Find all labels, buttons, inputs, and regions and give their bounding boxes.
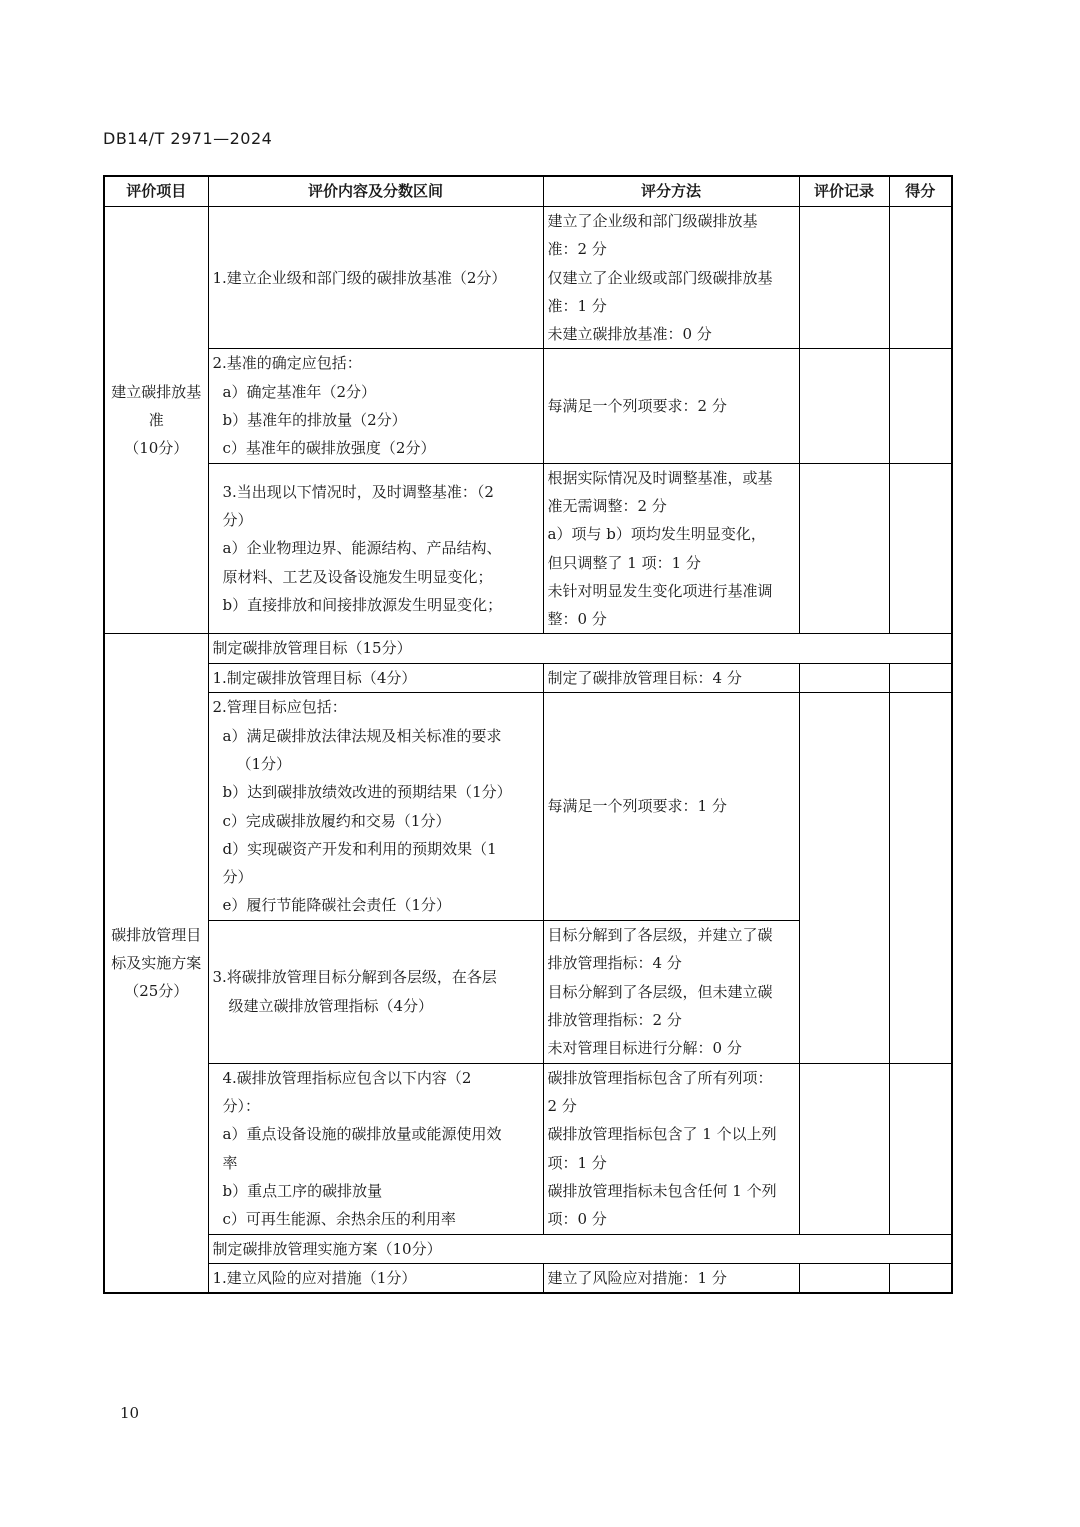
category-line: （10分） — [124, 439, 189, 458]
content-line: 1.建立风险的应对措施（1分） — [212, 1268, 417, 1287]
content-line: b）基准年的排放量（2分） — [222, 411, 407, 430]
method-line: 未对管理目标进行分解：0 分 — [547, 1039, 742, 1058]
content-line: a）重点设备设施的碳排放量或能源使用效 — [222, 1125, 502, 1144]
section-header: 制定碳排放管理实施方案（10分） — [208, 1234, 952, 1263]
method-line: 建立了企业级和部门级碳排放基 — [547, 212, 758, 230]
content-cell — [208, 921, 543, 1063]
method-line: 排放管理指标：4 分 — [547, 954, 682, 973]
method-line: 每满足一个列项要求：1 分 — [547, 797, 727, 816]
content-line: 分） — [222, 868, 253, 887]
content-line: 原材料、工艺及设备设施发生明显变化； — [222, 567, 493, 586]
category-line: 准 — [148, 411, 164, 430]
content-cell — [208, 1263, 543, 1293]
column-header-content: 评价内容及分数区间 — [208, 176, 543, 207]
record-cell — [799, 663, 889, 692]
table-row — [104, 207, 952, 349]
evaluation-table — [103, 175, 953, 1294]
content-line: 4.碳排放管理指标应包含以下内容（2 — [222, 1068, 472, 1087]
content-cell — [208, 1063, 543, 1234]
content-line: 1.建立企业级和部门级的碳排放基准（2分） — [212, 268, 507, 287]
table-row — [104, 634, 952, 663]
table-row — [104, 1063, 952, 1234]
method-line: 排放管理指标：2 分 — [547, 1010, 682, 1029]
method-cell — [543, 1063, 799, 1234]
method-cell — [543, 663, 799, 692]
method-line: 每满足一个列项要求：2 分 — [547, 396, 727, 415]
content-line: 2.管理目标应包括： — [212, 698, 347, 717]
content-cell — [208, 693, 543, 921]
document-code: DB14/T 2971—2024 — [103, 129, 273, 148]
content-line: 3.将碳排放管理目标分解到各层级，在各层 — [212, 968, 497, 987]
method-line: 准：2 分 — [547, 240, 607, 259]
content-cell — [208, 207, 543, 349]
method-cell — [543, 1263, 799, 1293]
score-cell — [889, 207, 952, 349]
method-line: 未针对明显发生变化项进行基准调 — [547, 581, 773, 600]
table-row — [104, 349, 952, 463]
score-cell — [889, 349, 952, 463]
table-row — [104, 693, 952, 921]
category-cell-baseline — [104, 207, 208, 634]
content-line: 级建立碳排放管理指标（4分） — [228, 996, 434, 1015]
content-line: 3.当出现以下情况时，及时调整基准：（2 — [222, 482, 494, 501]
category-line: 建立碳排放基 — [111, 382, 202, 401]
method-line: 整：0 分 — [547, 610, 607, 629]
record-cell — [799, 349, 889, 463]
method-line: 准：1 分 — [547, 296, 607, 315]
column-header-score: 得分 — [889, 176, 952, 207]
content-line: b）直接排放和间接排放源发生明显变化； — [222, 596, 503, 614]
method-cell — [543, 921, 799, 1063]
content-line: c）可再生能源、余热余压的利用率 — [222, 1210, 456, 1229]
table-row — [104, 1263, 952, 1293]
score-cell — [889, 463, 952, 634]
method-cell — [543, 349, 799, 463]
content-line: 分） — [222, 511, 253, 530]
method-line: 项：0 分 — [547, 1210, 607, 1229]
method-cell — [543, 463, 799, 634]
score-cell — [889, 1063, 952, 1234]
method-cell — [543, 207, 799, 349]
category-line: 碳排放管理目 — [111, 925, 202, 944]
content-cell — [208, 463, 543, 634]
column-header-record: 评价记录 — [799, 176, 889, 207]
record-cell — [799, 1263, 889, 1293]
method-line: 未建立碳排放基准：0 分 — [547, 325, 712, 344]
method-line: 根据实际情况及时调整基准，或基 — [547, 468, 773, 487]
page-number: 10 — [120, 1404, 140, 1422]
content-line: c）完成碳排放履约和交易（1分） — [222, 811, 451, 830]
content-line: 率 — [222, 1153, 238, 1172]
content-line: a）满足碳排放法律法规及相关标准的要求 — [222, 726, 502, 745]
column-header-item: 评价项目 — [104, 176, 208, 207]
content-line: b）重点工序的碳排放量 — [222, 1181, 383, 1200]
method-line: 碳排放管理指标包含了 1 个以上列 — [547, 1125, 777, 1144]
content-line: （1分） — [236, 754, 292, 773]
score-cell — [889, 663, 952, 692]
method-line: 建立了风险应对措施：1 分 — [547, 1268, 727, 1287]
section-header: 制定碳排放管理目标（15分） — [208, 634, 952, 663]
method-line: 制定了碳排放管理目标：4 分 — [547, 668, 742, 687]
method-line: 碳排放管理指标未包含任何 1 个列 — [547, 1181, 777, 1200]
table-row — [104, 1234, 952, 1263]
method-line: 目标分解到了各层级，但未建立碳 — [547, 982, 773, 1001]
table-header-row — [104, 176, 952, 207]
record-cell — [799, 1063, 889, 1234]
score-cell — [889, 1263, 952, 1293]
content-line: 2.基准的确定应包括： — [212, 354, 362, 373]
content-cell — [208, 663, 543, 692]
method-line: 项：1 分 — [547, 1153, 607, 1172]
table-row — [104, 463, 952, 634]
category-line: 标及实施方案 — [111, 954, 202, 973]
content-line: b）达到碳排放绩效改进的预期结果（1分） — [222, 783, 512, 802]
category-line: （25分） — [124, 982, 189, 1001]
content-line: a）确定基准年（2分） — [222, 382, 376, 401]
method-line: 仅建立了企业级或部门级碳排放基 — [547, 268, 773, 287]
content-line: a）企业物理边界、能源结构、产品结构、 — [222, 539, 502, 558]
record-cell — [799, 207, 889, 349]
column-header-method: 评分方法 — [543, 176, 799, 207]
content-line: 分）： — [222, 1096, 261, 1115]
content-line: 1.制定碳排放管理目标（4分） — [212, 668, 417, 687]
method-line: a）项与 b）项均发生明显变化， — [547, 525, 766, 544]
method-line: 准无需调整：2 分 — [547, 496, 667, 515]
content-line: c）基准年的碳排放强度（2分） — [222, 439, 436, 458]
content-line: d）实现碳资产开发和利用的预期效果（1 — [222, 839, 497, 858]
content-cell — [208, 349, 543, 463]
method-line: 但只调整了 1 项：1 分 — [547, 553, 701, 572]
table-row — [104, 663, 952, 692]
record-cell — [799, 463, 889, 634]
method-line: 2 分 — [547, 1096, 577, 1115]
category-cell-targets — [104, 634, 208, 1293]
score-cell — [889, 693, 952, 1063]
method-cell — [543, 693, 799, 921]
method-line: 目标分解到了各层级，并建立了碳 — [547, 926, 773, 945]
content-line: e）履行节能降碳社会责任（1分） — [222, 896, 451, 915]
method-line: 碳排放管理指标包含了所有列项： — [547, 1068, 773, 1087]
record-cell — [799, 693, 889, 1063]
